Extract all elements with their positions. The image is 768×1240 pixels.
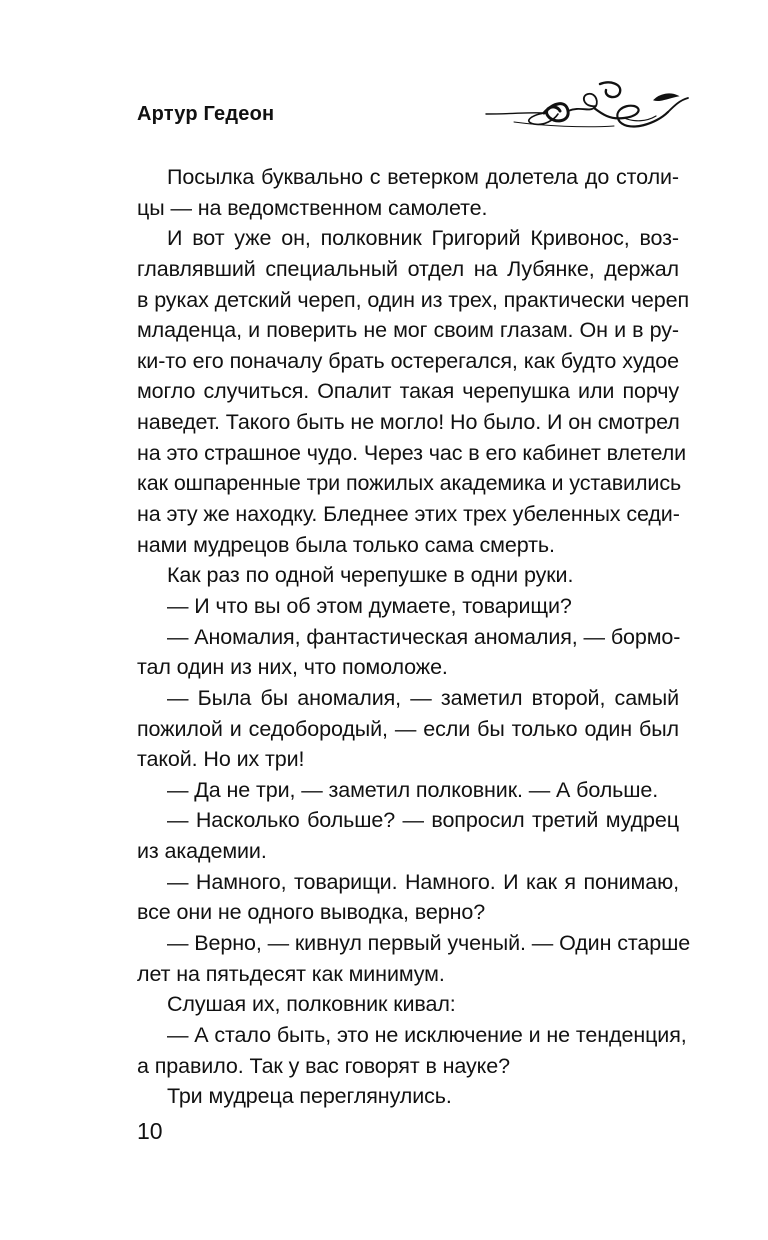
text-line: пожилой и седобородый, — если бы только один был — [137, 716, 679, 741]
text-line: а правило. Так у вас говорят в науке? — [137, 1053, 510, 1078]
text-line: — А стало быть, это не исключение и не тенденция, — [167, 1022, 687, 1047]
text-line: в руках детский череп, один из трех, практически череп — [137, 287, 690, 312]
running-head-author: Артур Гедеон — [137, 103, 275, 125]
text-line: — Насколько больше? — вопросил третий мудрец — [167, 808, 679, 833]
text-line: цы — на ведомственном самолете. — [137, 195, 488, 220]
text-line: наведет. Такого быть не могло! Но было. И он смотрел — [137, 410, 680, 435]
text-line: Посылка буквально с ветерком долетела до столи- — [167, 165, 679, 189]
text-line: лет на пятьдесят как минимум. — [137, 961, 445, 986]
text-line: — И что вы об этом думаете, товарищи? — [167, 593, 572, 618]
text-line: могло случиться. Опалит такая черепушка или порчу — [137, 379, 679, 404]
text-line: И вот уже он, полковник Григорий Кривонос, воз- — [167, 226, 679, 251]
text-line: как ошпаренные три пожилых академика и уставились — [137, 471, 682, 496]
text-line: на это страшное чудо. Через час в его кабинет влетели — [137, 440, 687, 465]
text-line: тал один из них, что помоложе. — [137, 655, 448, 680]
text-line: — Намного, товарищи. Намного. И как я понимаю, — [167, 869, 679, 894]
text-line: — Аномалия, фантастическая аномалия, — бормо- — [167, 624, 681, 649]
text-line: Как раз по одной черепушке в одни руки. — [167, 563, 574, 588]
text-line: главлявший специальный отдел на Лубянке, держал — [137, 256, 679, 281]
text-line: ки-то его поначалу брать остерегался, как будто худое — [137, 348, 679, 373]
flourish-ornament-icon — [484, 78, 694, 136]
body-text — [137, 162, 691, 1112]
text-line: нами мудрецов была только сама смерть. — [137, 532, 555, 557]
page-number: 10 — [137, 1118, 163, 1144]
text-line: — Верно, — кивнул первый ученый. — Один старше — [167, 931, 691, 956]
text-line: из академии. — [137, 839, 267, 864]
text-line: Три мудреца переглянулись. — [167, 1084, 452, 1109]
text-line: — Да не три, — заметил полковник. — А больше. — [167, 777, 659, 802]
text-line: — Была бы аномалия, — заметил второй, самый — [167, 685, 679, 710]
text-line: на эту же находку. Бледнее этих трех убеленных седи- — [137, 502, 680, 527]
text-line: такой. Но их три! — [137, 747, 305, 772]
text-line: младенца, и поверить не мог своим глазам. Он и в ру- — [137, 318, 679, 343]
text-line: Слушая их, полковник кивал: — [167, 992, 456, 1017]
text-line: все они не одного выводка, верно? — [137, 900, 486, 925]
